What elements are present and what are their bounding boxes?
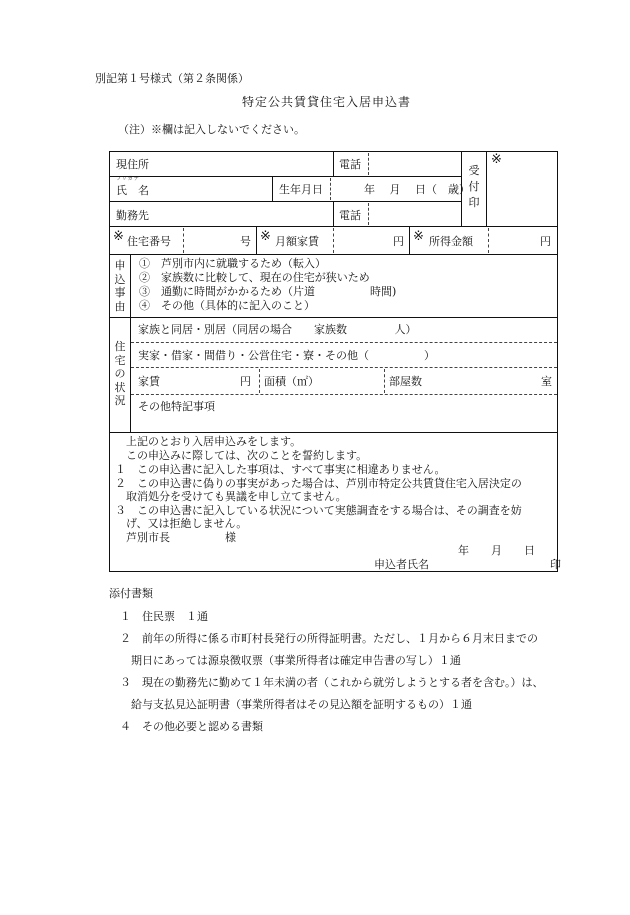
- attachment-item: ３ 現在の勤務先に勤めて１年未満の者（これから就労しようとする者を含む。）は、: [120, 676, 544, 689]
- reason-item-2: ② 家族数に比較して、現在の住宅が狭いため: [139, 271, 370, 284]
- form-id: 別記第１号様式（第２条関係）: [95, 72, 249, 85]
- attachment-item: ４ その他必要と認める書類: [120, 720, 263, 733]
- declaration-line: 取消処分を受けても異議を申し立てません。: [115, 490, 347, 503]
- declaration-line: ２ この申込書に偽りの事実があった場合は、芦別市特定公共賃貸住宅入居決定の: [115, 477, 522, 490]
- status-rent-unit: 円: [240, 375, 251, 388]
- declaration-line: 芦別市長 様: [115, 531, 236, 544]
- declaration-line: 上記のとおり入居申込みをします。: [115, 435, 302, 448]
- birth-format: 年 月 日（ 歳）: [364, 183, 470, 196]
- number-mark: ※: [113, 229, 124, 244]
- reason-item-1: ① 芦別市内に就職するため（転入）: [139, 257, 326, 270]
- work-label: 勤務先: [116, 209, 149, 222]
- applicant-name: 申込者氏名 印: [374, 558, 561, 571]
- attachment-item: １ 住民票 １通: [120, 610, 208, 623]
- status-rent-label: 家賃: [138, 375, 160, 388]
- income-label: 所得金額: [429, 235, 473, 248]
- status-rooms-unit: 室: [541, 375, 552, 388]
- reason-item-3: ③ 通勤に時間がかかるため（片道 時間): [139, 285, 397, 298]
- reception-label: 受付印: [468, 164, 480, 209]
- status-area-label: 面積（㎡）: [264, 375, 319, 388]
- attachment-item: 期日にあっては源泉徴収票（事業所得者は確定申告書の写し）１通: [120, 654, 461, 667]
- income-mark: ※: [413, 229, 424, 244]
- status-other-label: その他特記事項: [138, 400, 215, 413]
- page-title: 特定公共賃貸住宅入居申込書: [242, 95, 412, 109]
- furigana-label: フリガナ: [116, 176, 140, 182]
- housing-number-unit: 号: [240, 235, 251, 248]
- birth-label: 生年月日: [279, 183, 323, 196]
- status-type: 実家・借家・間借り・公営住宅・寮・その他（ ）: [138, 349, 435, 362]
- reason-label: 申込事由: [114, 259, 126, 313]
- declaration-line: ３ この申込書に記入している状況について実態調査をする場合は、その調査を妨: [115, 504, 522, 517]
- status-family: 家族と同居・別居（同居の場合 家族数 人）: [138, 323, 417, 336]
- attachment-item: ２ 前年の所得に係る市町村長発行の所得証明書。ただし、１月から６月末日までの: [120, 632, 538, 645]
- monthly-rent-unit: 円: [393, 235, 404, 248]
- declaration-line: この申込みに際しては、次のことを誓約します。: [115, 449, 368, 462]
- income-unit: 円: [540, 235, 551, 248]
- declaration-line: １ この申込書に記入した事項は、すべて事実に相違ありません。: [115, 463, 446, 476]
- status-rooms-label: 部屋数: [389, 375, 422, 388]
- name-label: 氏 名: [116, 184, 149, 197]
- note: （注）※欄は記入しないでください。: [118, 123, 305, 136]
- declaration-line: げ、又は拒絶しません。: [115, 517, 248, 530]
- status-label: 住宅の状況: [114, 340, 126, 407]
- phone-label: 電話: [339, 158, 361, 171]
- monthly-rent-label: 月額家賃: [275, 235, 319, 248]
- reason-item-4: ④ その他（具体的に記入のこと）: [139, 299, 315, 312]
- address-label: 現住所: [116, 158, 149, 171]
- housing-number-label: 住宅番号: [127, 235, 171, 248]
- declaration-date: 年 月 日: [458, 544, 535, 557]
- rent-mark: ※: [260, 229, 271, 244]
- attachment-item: 給与支払見込証明書（事業所得者はその見込額を証明するもの）１通: [120, 698, 472, 711]
- work-phone-label: 電話: [339, 209, 361, 222]
- reception-mark: ※: [491, 152, 502, 167]
- attachments-heading: 添付書類: [109, 587, 153, 600]
